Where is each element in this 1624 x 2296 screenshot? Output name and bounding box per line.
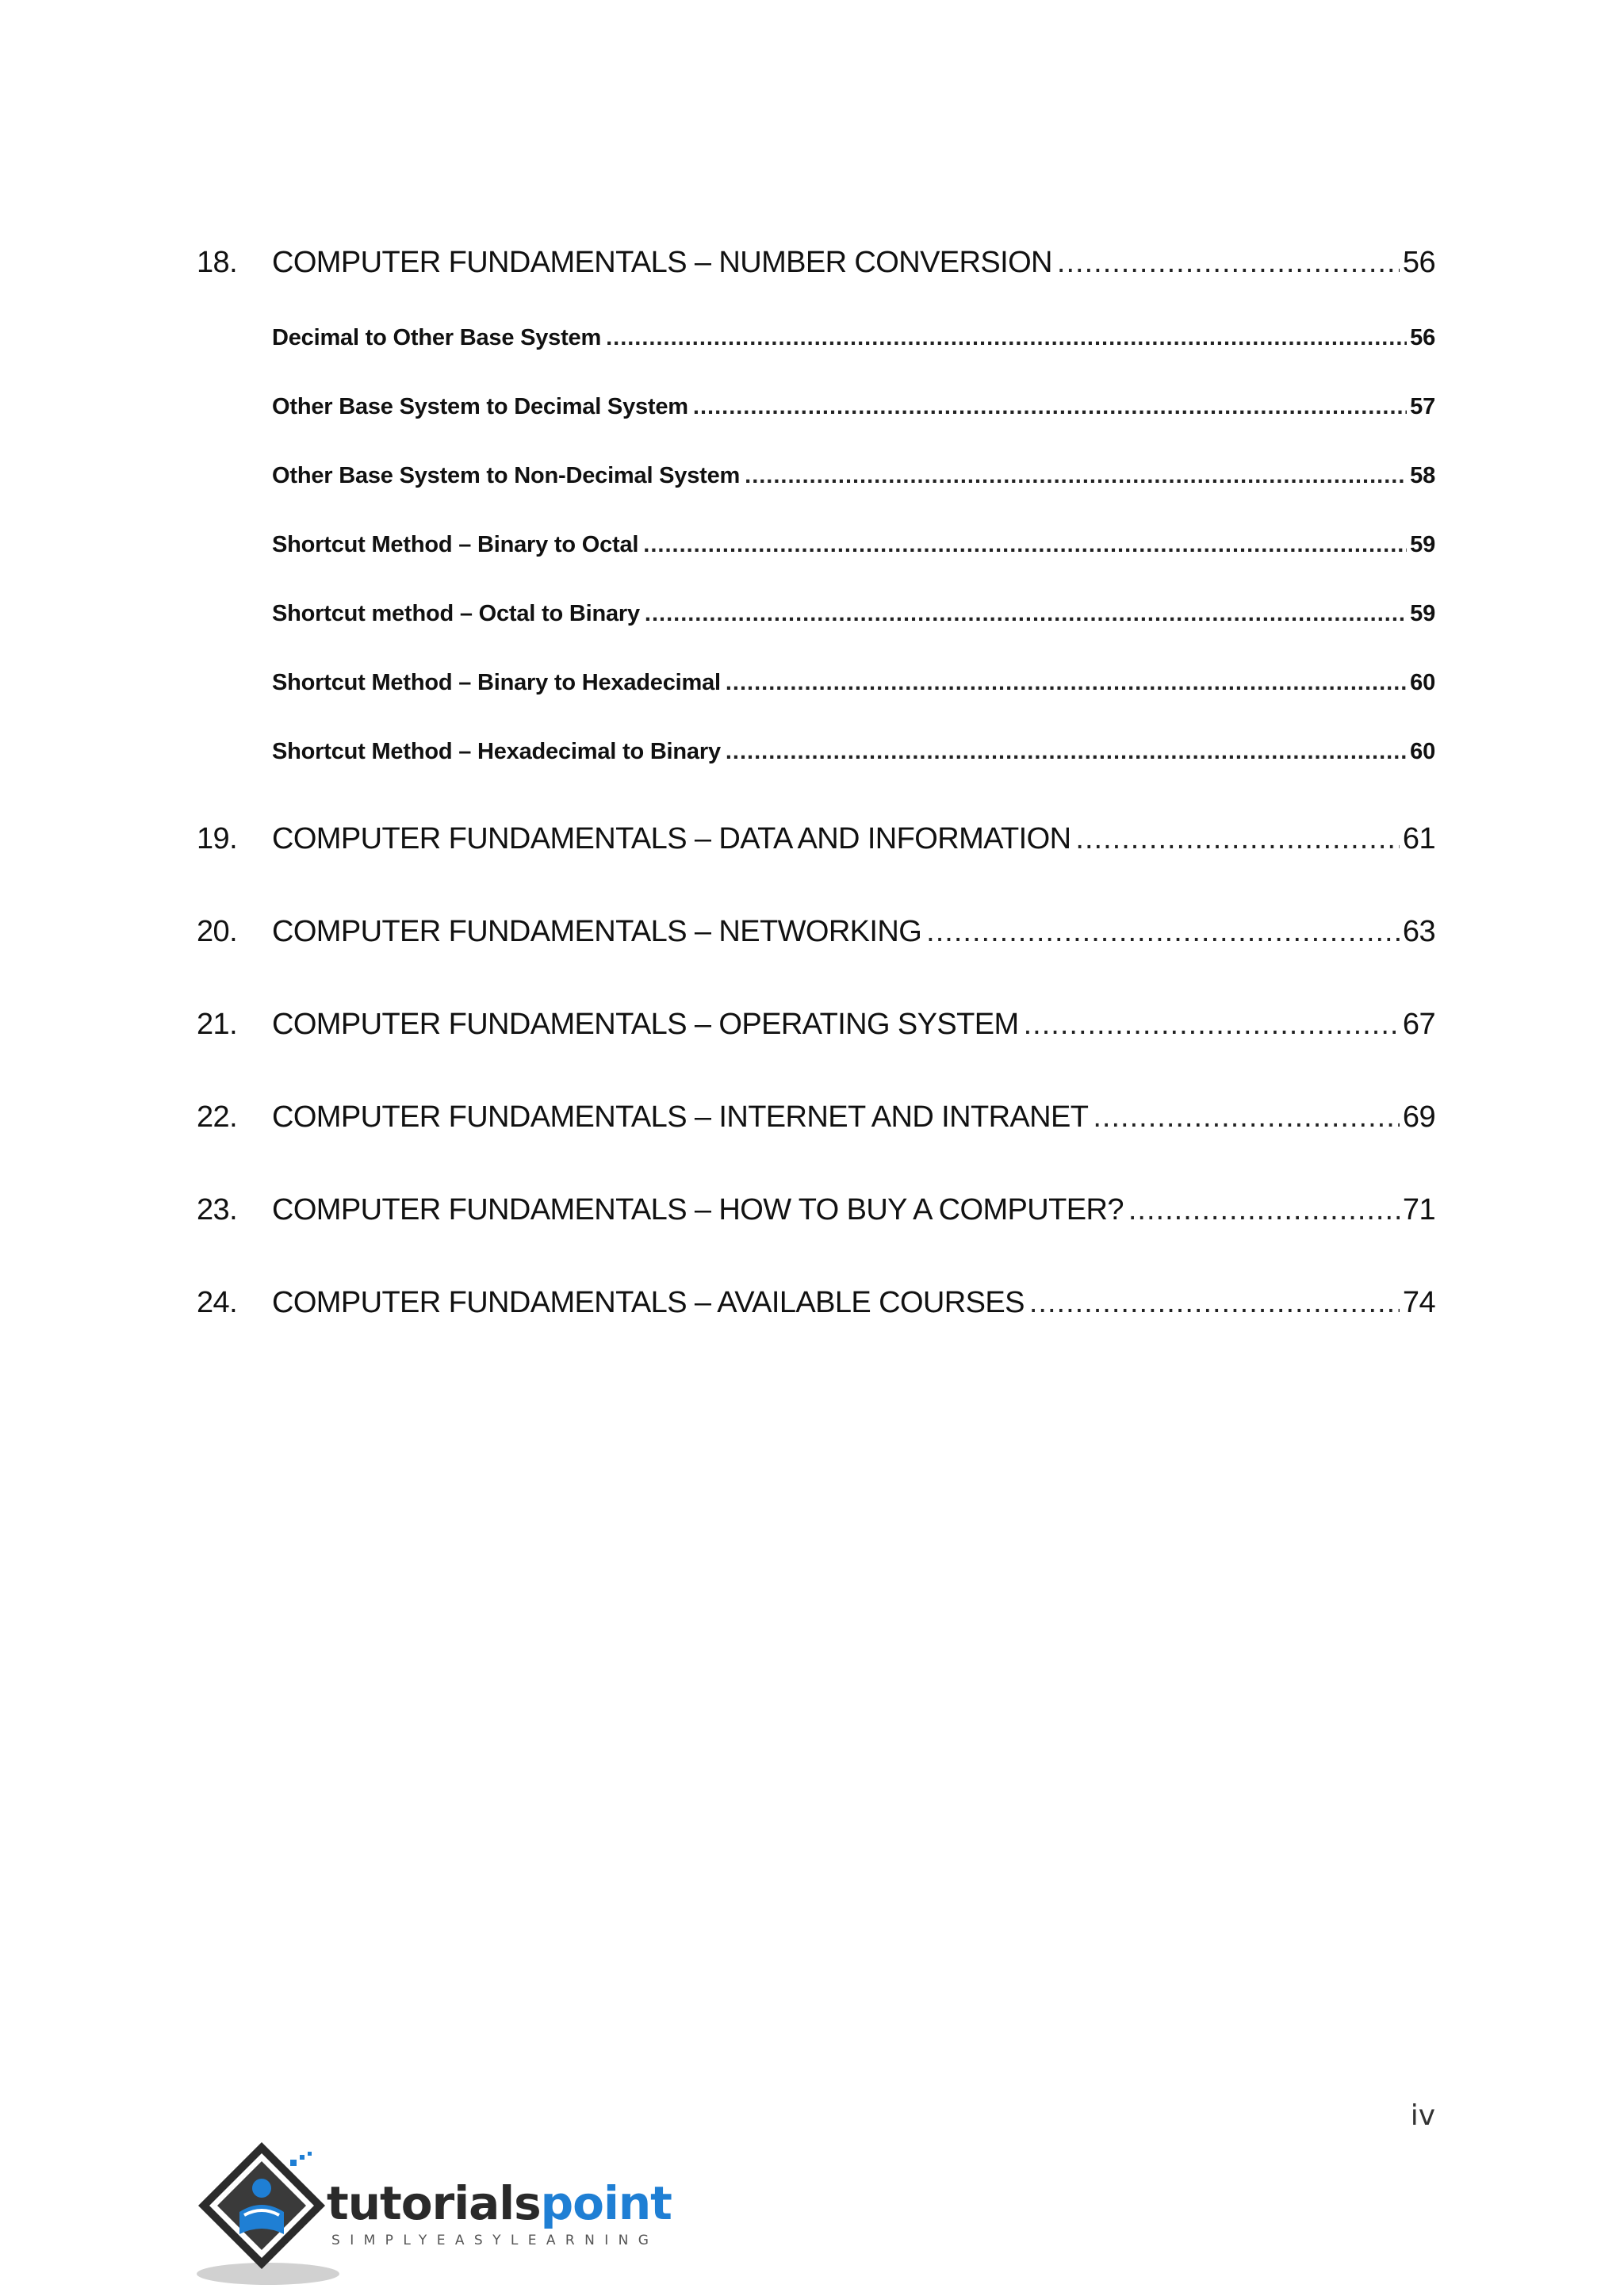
dot-leader (1093, 1100, 1400, 1135)
chapter-title: COMPUTER FUNDAMENTALS – HOW TO BUY A COMPUTER? (272, 1193, 1124, 1226)
toc-section[interactable] (272, 463, 1435, 489)
chapter-number: 23. (197, 1193, 238, 1226)
logo-word-blue: point (540, 2176, 672, 2230)
dot-leader (1029, 1286, 1400, 1320)
section-title: Other Base System to Decimal System (272, 394, 688, 419)
toc-chapter-20[interactable] (197, 915, 1435, 949)
chapter-number: 22. (197, 1100, 238, 1134)
toc-section[interactable] (272, 670, 1435, 696)
logo-wordmark (327, 2176, 672, 2230)
chapter-page: 74 (1402, 1286, 1435, 1319)
dot-leader (645, 601, 1407, 627)
dot-leader (726, 670, 1407, 696)
section-page: 56 (1410, 325, 1435, 350)
section-title: Shortcut Method – Hexadecimal to Binary (272, 739, 721, 764)
dot-leader (1057, 246, 1400, 280)
logo-tagline: SIMPLYEASYLEARNING (331, 2233, 659, 2248)
chapter-number: 24. (197, 1286, 238, 1319)
dot-leader (1024, 1008, 1400, 1042)
section-page: 58 (1410, 463, 1435, 488)
toc-chapter-19[interactable] (197, 822, 1435, 856)
toc-chapter-23[interactable] (197, 1193, 1435, 1227)
chapter-page: 69 (1402, 1100, 1435, 1134)
chapter-title: COMPUTER FUNDAMENTALS – OPERATING SYSTEM (272, 1008, 1019, 1041)
toc-section[interactable] (272, 601, 1435, 627)
section-page: 57 (1410, 394, 1435, 419)
toc-chapter-22[interactable] (197, 1100, 1435, 1135)
dot-leader (726, 739, 1407, 765)
section-title: Shortcut Method – Binary to Hexadecimal (272, 670, 721, 695)
dot-leader (745, 463, 1407, 489)
toc-section[interactable] (272, 325, 1435, 351)
chapter-title: COMPUTER FUNDAMENTALS – AVAILABLE COURSES (272, 1286, 1025, 1319)
dot-leader (643, 532, 1407, 558)
section-page: 60 (1410, 670, 1435, 695)
chapter-number: 20. (197, 915, 238, 948)
chapter-page: 61 (1402, 822, 1435, 855)
toc-section[interactable] (272, 394, 1435, 420)
toc-section[interactable] (272, 532, 1435, 558)
chapter-number: 18. (197, 246, 238, 279)
chapter-title: COMPUTER FUNDAMENTALS – DATA AND INFORMATION (272, 822, 1071, 855)
dot-leader (1128, 1193, 1400, 1227)
section-page: 59 (1410, 601, 1435, 626)
toc-chapter-18[interactable] (197, 246, 1435, 280)
chapter-title: COMPUTER FUNDAMENTALS – INTERNET AND INTRANET (272, 1100, 1089, 1134)
section-title: Shortcut Method – Binary to Octal (272, 532, 639, 557)
section-title: Other Base System to Non-Decimal System (272, 463, 741, 488)
chapter-page: 63 (1402, 915, 1435, 948)
section-title: Decimal to Other Base System (272, 325, 602, 350)
dot-leader (693, 394, 1407, 420)
chapter-page: 71 (1402, 1193, 1435, 1226)
chapter-page: 67 (1402, 1008, 1435, 1041)
chapter-title: COMPUTER FUNDAMENTALS – NETWORKING (272, 915, 922, 948)
logo-word-dark: tutorials (327, 2176, 541, 2230)
dot-leader (926, 915, 1400, 949)
chapter-title: COMPUTER FUNDAMENTALS – NUMBER CONVERSION (272, 246, 1052, 279)
dot-leader (1075, 822, 1400, 856)
section-page: 59 (1410, 532, 1435, 557)
section-title: Shortcut method – Octal to Binary (272, 601, 640, 626)
chapter-number: 21. (197, 1008, 238, 1041)
chapter-page: 56 (1402, 246, 1435, 279)
section-page: 60 (1410, 739, 1435, 764)
toc-section[interactable] (272, 739, 1435, 765)
toc-chapter-24[interactable] (197, 1286, 1435, 1320)
dot-leader (606, 325, 1407, 351)
page-number: iv (1410, 2099, 1435, 2132)
chapter-number: 19. (197, 822, 238, 855)
toc-chapter-21[interactable] (197, 1008, 1435, 1042)
